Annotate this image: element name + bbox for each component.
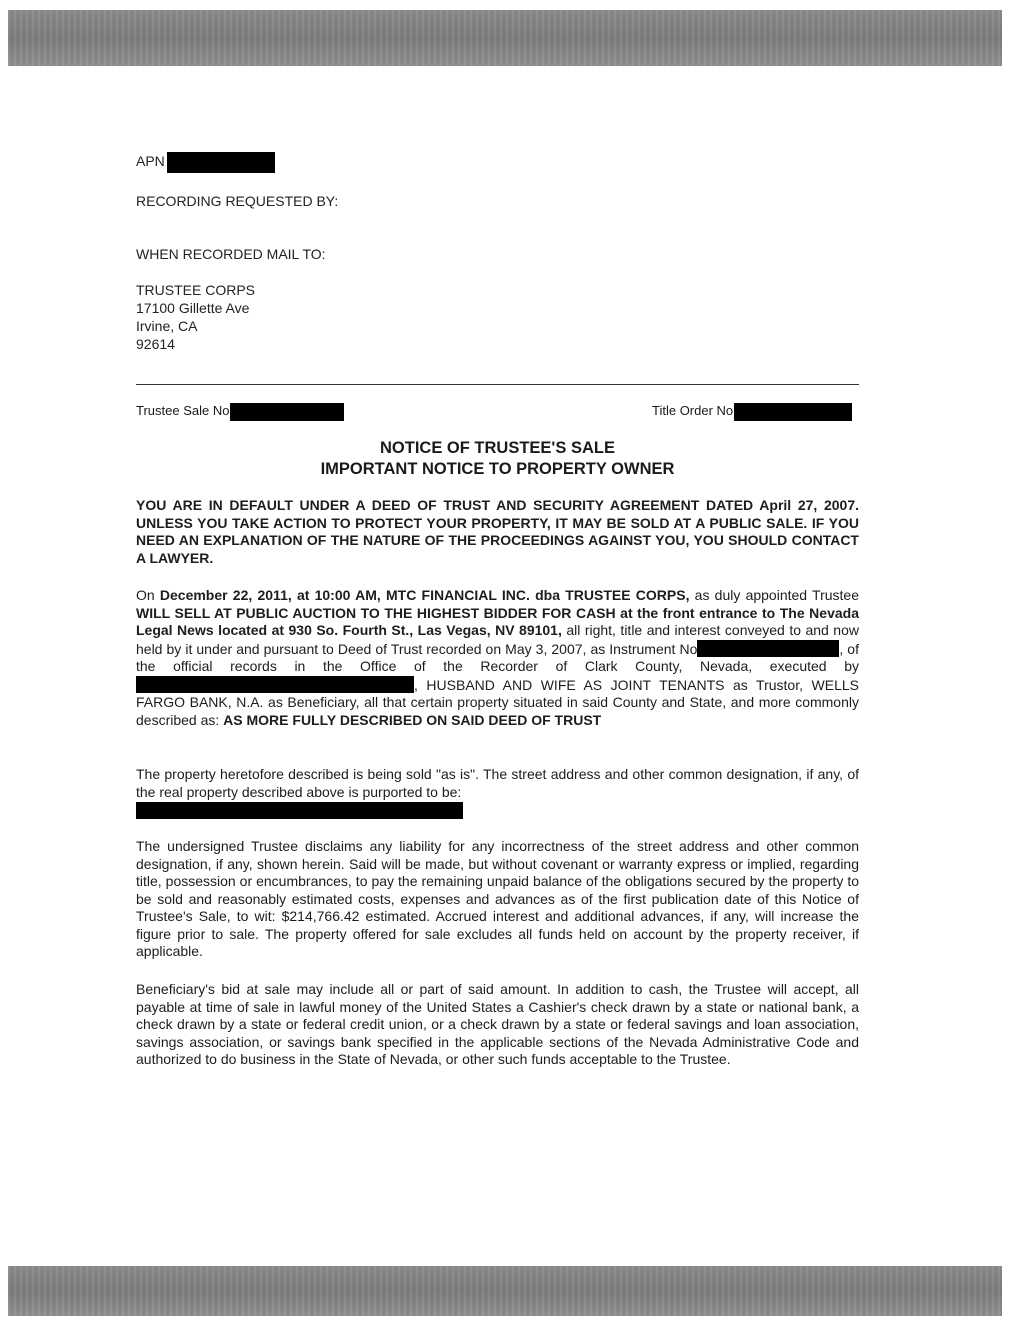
trustee-sale-no: [136, 402, 344, 421]
when-recorded-mail-to: WHEN RECORDED MAIL TO:: [136, 246, 326, 262]
address-line-3: Irvine, CA: [136, 318, 198, 334]
sale-auction-location: WILL SELL AT PUBLIC AUCTION TO THE HIGHEST BIDDER FOR CASH at the front entrance to The Nevada Legal News located at 930 So. Fourth St., Las Vegas, NV 89101,: [136, 604, 859, 638]
default-notice: YOU ARE IN DEFAULT UNDER A DEED OF TRUST AND SECURITY AGREEMENT DATED April 27, 2007. UNLESS YOU TAKE ACTION TO PROTECT YOUR PROPERTY, IT MAY BE SOLD AT A PUBLIC SALE. IF YOU NEED AN EXPLANATION OF THE NATURE OF THE PROCEEDINGS AGAINST YOU, YOU SHOULD CONTACT A LAWYER.: [136, 497, 859, 566]
apn-line: [136, 152, 275, 173]
apn-redaction: [167, 152, 275, 173]
address-line-4: 92614: [136, 336, 175, 352]
mail-to-address: [136, 281, 255, 353]
header-divider: [136, 384, 859, 385]
trustee-sale-no-label: Trustee Sale No: [136, 403, 230, 418]
recording-requested-by: RECORDING REQUESTED BY:: [136, 193, 339, 209]
sale-title-interest: all right, title and interest conveyed to and now held by it under and pursuant to Deed of Trust recorded on May 3, 2007, as Instrument No: [136, 622, 859, 657]
trustee-sale-no-redaction: [230, 403, 344, 421]
apn-label: APN: [136, 153, 165, 170]
address-line-2: 17100 Gillette Ave: [136, 300, 250, 316]
street-address-redaction: [136, 802, 463, 819]
notice-title: NOTICE OF TRUSTEE'S SALE: [380, 439, 615, 457]
sale-official-records: , of the official records in the Office of the Recorder of Clark County, Nevada, executed by: [136, 640, 859, 674]
sale-duly-appointed: as duly appointed Trustee: [689, 587, 859, 603]
sale-trustor: , HUSBAND AND WIFE AS JOINT TENANTS as Trustor, WELLS FARGO BANK, N.A. as Beneficiary, all that certain property situated in said County and State, and more commonly described as:: [136, 676, 859, 728]
property-text: The property heretofore described is being sold "as is". The street address and other common designation, if any, of the real property described above is purported to be:: [136, 766, 859, 800]
sale-paragraph: [136, 587, 859, 729]
scan-artifact-bottom: [8, 1266, 1002, 1316]
title-order-no-redaction: [734, 403, 852, 421]
title-order-no: [652, 402, 852, 421]
property-paragraph: [136, 766, 859, 819]
notice-subtitle: IMPORTANT NOTICE TO PROPERTY OWNER: [320, 460, 675, 478]
sale-prefix: On: [136, 587, 160, 603]
sale-described: AS MORE FULLY DESCRIBED ON SAID DEED OF TRUST: [223, 711, 602, 728]
undersigned-paragraph: The undersigned Trustee disclaims any liability for any incorrectness of the street address and other common designation, if any, shown herein. Said will be made, but without covenant or warranty express or implied, regarding title, possession or encumbrances, to pay the remaining unpaid balance of the obligations secured by the property to be sold and reasonably estimated costs, expenses and advances as of the first publication date of this Notice of Trustee's Sale, to wit: $214,766.42 estimated. Accrued interest and additional advances, if any, will increase the figure prior to sale. The property offered for sale excludes all funds held on account by the property receiver, if applicable.: [136, 838, 859, 959]
trustor-name-redaction: [136, 676, 414, 693]
address-line-1: TRUSTEE CORPS: [136, 282, 256, 298]
scan-artifact-top: [8, 10, 1002, 66]
sale-date-trustee: December 22, 2011, at 10:00 AM, MTC FINANCIAL INC. dba TRUSTEE CORPS,: [159, 587, 690, 603]
instrument-no-redaction: [697, 640, 839, 657]
notice-heading: [136, 438, 859, 480]
title-order-no-label: Title Order No: [652, 403, 734, 418]
beneficiary-paragraph: Beneficiary's bid at sale may include all or part of said amount. In addition to cash, the Trustee will accept, all payable at time of sale in lawful money of the United States a Cashier's check drawn by a state or national bank, a check drawn by a state or federal credit union, or a check drawn by a state or federal savings and loan association, savings association, or savings bank specified in the applicable sections of the Nevada Administrative Code and authorized to do business in the State of Nevada, or other such funds acceptable to the Trustee.: [136, 981, 859, 1067]
